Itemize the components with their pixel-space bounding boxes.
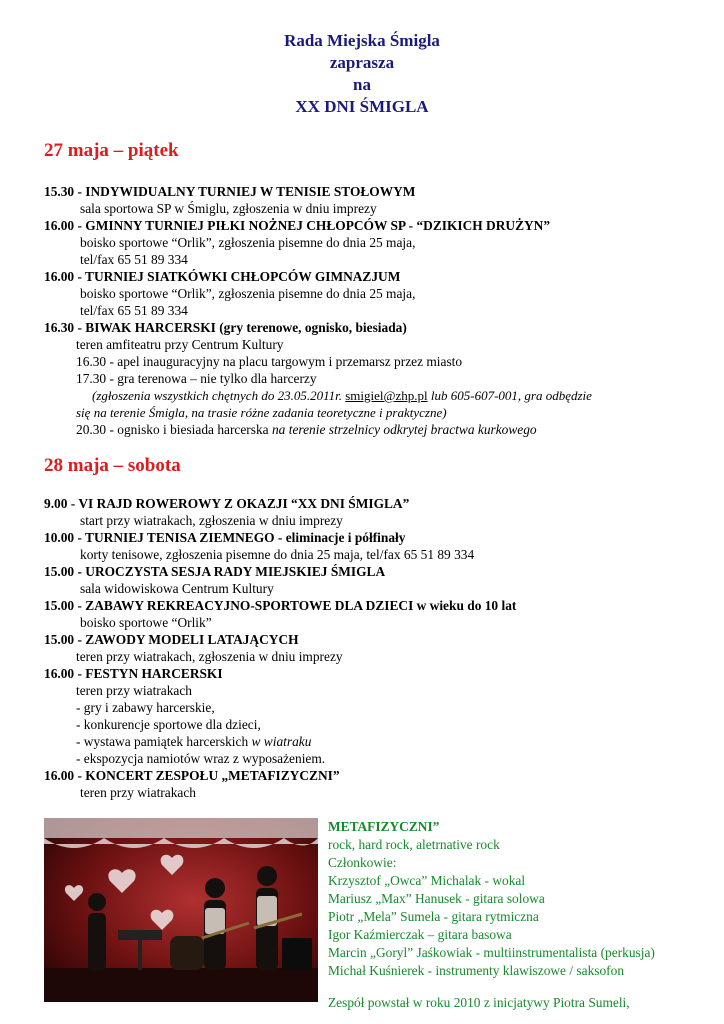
day1-events [44,183,704,438]
item-3-place: w wiatraku [251,734,312,749]
invitation-header [0,30,724,118]
band-member: Mariusz „Max” Hanusek - gitara solowa [328,891,545,906]
header-line-3: na [353,75,371,94]
day2-event-2-title: 10.00 - TURNIEJ TENISA ZIEMNEGO - eliminacje i półfinały [44,530,406,545]
item-3-text: - wystawa pamiątek harcerskich [76,734,249,749]
day1-event-4-item-2: 17.30 - gra terenowa – nie tylko dla harcerzy [76,371,317,386]
day2-event-4-title: 15.00 - ZABAWY REKREACYJNO-SPORTOWE DLA DZIECI w wieku do 10 lat [44,598,517,613]
day1-event-1-detail: sala sportowa SP w Śmiglu, zgłoszenia w dniu imprezy [80,201,377,216]
day1-event-3-detail: boisko sportowe “Orlik”, zgłoszenia pisemne do dnia 25 maja, [80,286,416,301]
day1-event-3-phone: tel/fax 65 51 89 334 [80,303,188,318]
day1-event-2-detail: boisko sportowe “Orlik”, zgłoszenia pisemne do dnia 25 maja, [80,235,416,250]
day2-event-3-title: 15.00 - UROCZYSTA SESJA RADY MIEJSKIEJ ŚMIGLA [44,564,386,579]
day2-event-6-location: teren przy wiatrakach [76,683,192,698]
band-history: Zespół powstał w roku 2010 z inicjatywy Piotra Sumeli, [328,995,630,1010]
day2-event-6-item-2: - konkurencje sportowe dla dzieci, [76,717,261,732]
day1-heading: 27 maja – piątek [44,140,179,161]
band-member: Krzysztof „Owca” Michalak - wokal [328,873,526,888]
band-title: METAFIZYCZNI” [328,819,440,834]
day2-event-6-item-1: - gry i zabawy harcerskie, [76,700,215,715]
day2-events [44,495,704,801]
band-members-label: Członkowie: [328,855,397,870]
day2-heading: 28 maja – sobota [44,455,181,476]
band-member: Igor Kaźmierczak – gitara basowa [328,927,512,942]
note-text-a: (zgłoszenia wszystkich chętnych do 23.05.2011r. [92,388,342,403]
day1-event-3-title: 16.00 - TURNIEJ SIATKÓWKI CHŁOPCÓW GIMNAZJUM [44,269,401,284]
day1-event-4-item-1: 16.30 - apel inauguracyjny na placu targowym i przemarsz przez miasto [76,354,463,369]
day2-event-1-title: 9.00 - VI RAJD ROWEROWY Z OKAZJI “XX DNI ŚMIGLA” [44,496,410,511]
item-3-place: na terenie strzelnicy odkrytej bractwa kurkowego [271,422,537,437]
day1-event-2-title: 16.00 - GMINNY TURNIEJ PIŁKI NOŻNEJ CHŁOPCÓW SP - “DZIKICH DRUŻYN” [44,218,551,233]
day2-event-6-title: 16.00 - FESTYN HARCERSKI [44,666,223,681]
item-3-time: 20.30 - ognisko i biesiada harcerska [76,422,269,437]
band-member: Piotr „Mela” Sumela - gitara rytmiczna [328,909,539,924]
day2-event-2-detail: korty tenisowe, zgłoszenia pisemne do dnia 25 maja, tel/fax 65 51 89 334 [80,547,475,562]
band-genre: rock, hard rock, aletrnative rock [328,837,500,852]
day2-event-3-detail: sala widowiskowa Centrum Kultury [80,581,274,596]
day1-event-4-title: 16.30 - BIWAK HARCERSKI (gry terenowe, ognisko, biesiada) [44,320,407,335]
day2-event-1-detail: start przy wiatrakach, zgłoszenia w dniu imprezy [80,513,343,528]
day2-event-4-detail: boisko sportowe “Orlik” [80,615,212,630]
day1-event-4-item-3 [44,421,704,438]
day2-event-6-item-3 [44,733,704,750]
header-line-1: Rada Miejska Śmigla [284,31,440,50]
day1-event-4-location: teren amfiteatru przy Centrum Kultury [76,337,284,352]
day1-event-1-title: 15.30 - INDYWIDUALNY TURNIEJ W TENISIE STOŁOWYM [44,184,416,199]
band-member: Michał Kuśnierek - instrumenty klawiszowe / saksofon [328,963,625,978]
day2-event-5-title: 15.00 - ZAWODY MODELI LATAJĄCYCH [44,632,299,647]
note-text-b: lub 605-607-001, gra odbędzie [430,388,592,403]
band-info [328,818,708,1012]
day1-event-4-note [44,387,704,404]
header-line-2: zaprasza [329,53,395,72]
day1-event-2-phone: tel/fax 65 51 89 334 [80,252,188,267]
day2-event-7-detail: teren przy wiatrakach [80,785,196,800]
header-line-4: XX DNI ŚMIGLA [295,97,429,116]
email-link[interactable]: smigiel@zhp.pl [345,388,428,403]
concert-stage-illustration [44,818,318,1002]
band-member: Marcin „Goryl” Jaśkowiak - multiinstrumentalista (perkusja) [328,945,655,960]
day2-event-5-detail: teren przy wiatrakach, zgłoszenia w dniu imprezy [76,649,343,664]
day2-event-6-item-4: - ekspozycja namiotów wraz z wyposażeniem. [76,751,326,766]
band-photo [44,818,318,1002]
day1-event-4-note-cont: się na terenie Śmigla, na trasie różne zadania teoretyczne i praktyczne) [76,405,447,420]
day2-event-7-title: 16.00 - KONCERT ZESPOŁU „METAFIZYCZNI” [44,768,340,783]
